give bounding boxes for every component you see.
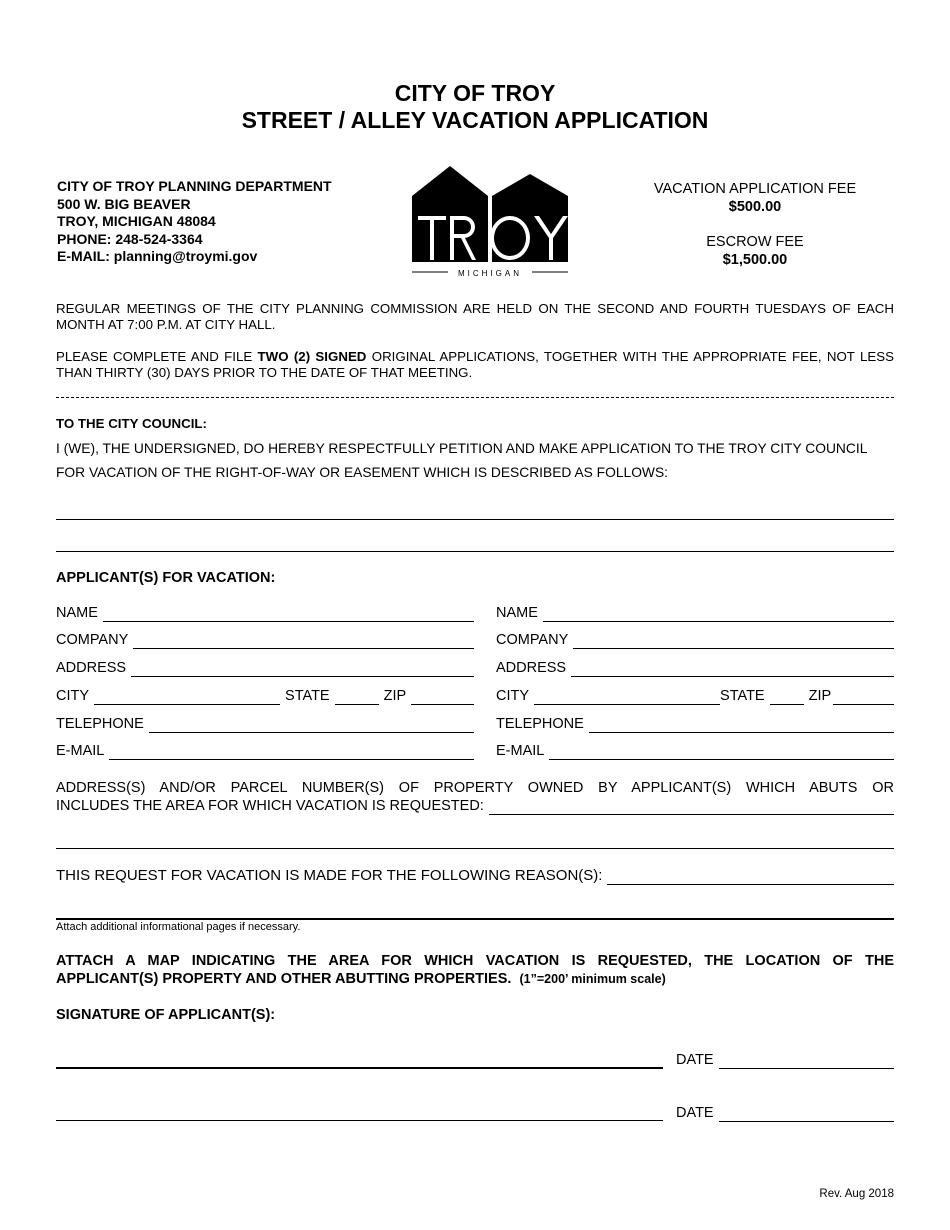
state-label: STATE <box>720 688 765 704</box>
email-input-line[interactable] <box>109 746 474 760</box>
meetings-paragraph: REGULAR MEETINGS OF THE CITY PLANNING COMMISSION ARE HELD ON THE SECOND AND FOURTH TUESDAYS OF EACH MONTH AT 7:00 P.M. AT CITY HALL. <box>56 301 894 332</box>
description-line-2[interactable] <box>56 551 894 552</box>
applicant1-email-field[interactable] <box>56 742 474 760</box>
company-input-line[interactable] <box>133 635 474 649</box>
signature-line-1[interactable] <box>56 1067 663 1069</box>
city-input-line[interactable] <box>534 691 720 705</box>
department-city: TROY, MICHIGAN 48084 <box>57 213 216 229</box>
filing-text-start: PLEASE COMPLETE AND FILE <box>56 349 258 364</box>
address-label: ADDRESS <box>496 660 567 676</box>
reason-field[interactable] <box>56 867 894 885</box>
map-notice-line1: ATTACH A MAP INDICATING THE AREA FOR WHICH VACATION IS REQUESTED, THE LOCATION OF THE <box>56 953 894 969</box>
fee-block <box>628 180 882 269</box>
company-label: COMPANY <box>56 632 129 648</box>
applicant2-name-field[interactable] <box>496 604 894 622</box>
reason-label: THIS REQUEST FOR VACATION IS MADE FOR THE FOLLOWING REASON(S): <box>56 867 603 884</box>
department-block <box>57 178 332 266</box>
applicant1-company-field[interactable] <box>56 631 474 649</box>
company-input-line[interactable] <box>573 635 894 649</box>
applicant1-telephone-field[interactable] <box>56 715 474 733</box>
name-label: NAME <box>496 605 538 621</box>
company-label: COMPANY <box>496 632 569 648</box>
zip-label: ZIP <box>808 688 832 704</box>
date-field-2[interactable] <box>676 1104 894 1122</box>
signature-line-2[interactable] <box>56 1120 663 1121</box>
section-divider <box>56 397 894 398</box>
property-field[interactable] <box>56 797 894 815</box>
department-phone: PHONE: 248-524-3364 <box>57 230 203 247</box>
reason-input-line-2[interactable] <box>56 918 894 920</box>
applicant2-company-field[interactable] <box>496 631 894 649</box>
telephone-label: TELEPHONE <box>496 716 584 732</box>
filing-text-bold: TWO (2) SIGNED <box>257 349 367 364</box>
email-label: E-MAIL <box>56 743 105 759</box>
email-input-line[interactable] <box>549 746 894 760</box>
map-notice-line2: APPLICANT(S) PROPERTY AND OTHER ABUTTING PROPERTIES. <box>56 971 512 987</box>
filing-text-end: ORIGINAL APPLICATIONS, TOGETHER WITH THE APPROPRIATE FEE, NOT LESS THAN THIRTY (30) DAYS PRIOR TO THE DATE OF THAT MEETING. <box>56 349 894 380</box>
address-label: ADDRESS <box>56 660 127 676</box>
filing-paragraph <box>56 349 894 381</box>
address-input-line[interactable] <box>131 663 474 677</box>
applicants-heading: APPLICANT(S) FOR VACATION: <box>56 570 276 586</box>
telephone-label: TELEPHONE <box>56 716 144 732</box>
department-name: CITY OF TROY PLANNING DEPARTMENT <box>57 178 332 194</box>
escrow-fee-label: ESCROW FEE <box>706 234 804 250</box>
revision-note: Rev. Aug 2018 <box>819 1188 894 1200</box>
city-label: CITY <box>496 688 530 704</box>
property-text-line2: INCLUDES THE AREA FOR WHICH VACATION IS REQUESTED: <box>56 798 484 814</box>
telephone-input-line[interactable] <box>149 719 474 733</box>
zip-input-line[interactable] <box>411 691 474 705</box>
petition-line1: I (WE), THE UNDERSIGNED, DO HEREBY RESPECTFULLY PETITION AND MAKE APPLICATION TO THE TROY CITY COUNCIL <box>56 441 868 456</box>
form-title-line1: CITY OF TROY <box>394 80 556 106</box>
name-label: NAME <box>56 605 98 621</box>
applicant1-address-field[interactable] <box>56 659 474 677</box>
date-label: DATE <box>676 1052 714 1068</box>
applicant2-telephone-field[interactable] <box>496 715 894 733</box>
state-input-line[interactable] <box>770 691 804 705</box>
reason-input-line[interactable] <box>607 871 894 885</box>
property-input-line[interactable] <box>489 801 894 815</box>
escrow-fee-amount: $1,500.00 <box>722 252 788 268</box>
name-input-line[interactable] <box>103 608 474 622</box>
department-street: 500 W. BIG BEAVER <box>57 195 191 212</box>
signature-heading: SIGNATURE OF APPLICANT(S): <box>56 1007 276 1023</box>
name-input-line[interactable] <box>543 608 894 622</box>
troy-logo <box>410 166 570 278</box>
form-title-line2: STREET / ALLEY VACATION APPLICATION <box>241 107 709 133</box>
city-label: CITY <box>56 688 90 704</box>
zip-input-line[interactable] <box>833 691 894 705</box>
applicant2-email-field[interactable] <box>496 742 894 760</box>
email-label: E-MAIL <box>496 743 545 759</box>
date-label: DATE <box>676 1105 714 1121</box>
state-label: STATE <box>285 688 330 704</box>
department-email: E-MAIL: planning@troymi.gov <box>57 248 258 264</box>
applicant2-address-field[interactable] <box>496 659 894 677</box>
applicant1-name-field[interactable] <box>56 604 474 622</box>
description-line-1[interactable] <box>56 519 894 520</box>
state-input-line[interactable] <box>335 691 379 705</box>
telephone-input-line[interactable] <box>589 719 894 733</box>
map-notice-line2-block <box>56 970 666 988</box>
applicant2-city-state-zip-field[interactable] <box>496 687 894 705</box>
date-input-line[interactable] <box>719 1055 894 1069</box>
property-input-line-2[interactable] <box>56 848 894 849</box>
date-input-line[interactable] <box>719 1108 894 1122</box>
petition-line2: FOR VACATION OF THE RIGHT-OF-WAY OR EASEMENT WHICH IS DESCRIBED AS FOLLOWS: <box>56 465 668 480</box>
zip-label: ZIP <box>383 688 407 704</box>
city-input-line[interactable] <box>94 691 280 705</box>
petition-heading: TO THE CITY COUNCIL: <box>56 416 207 431</box>
attach-note: Attach additional informational pages if necessary. <box>56 921 301 933</box>
address-input-line[interactable] <box>571 663 894 677</box>
date-field-1[interactable] <box>676 1051 894 1069</box>
applicant1-city-state-zip-field[interactable] <box>56 687 474 705</box>
application-fee-amount: $500.00 <box>728 199 782 215</box>
map-scale-note: (1”=200’ minimum scale) <box>519 972 666 986</box>
application-fee-label: VACATION APPLICATION FEE <box>653 181 857 197</box>
logo-subtitle: MICHIGAN <box>458 269 522 278</box>
property-text-line1: ADDRESS(S) AND/OR PARCEL NUMBER(S) OF PROPERTY OWNED BY APPLICANT(S) WHICH ABUTS OR <box>56 780 894 796</box>
